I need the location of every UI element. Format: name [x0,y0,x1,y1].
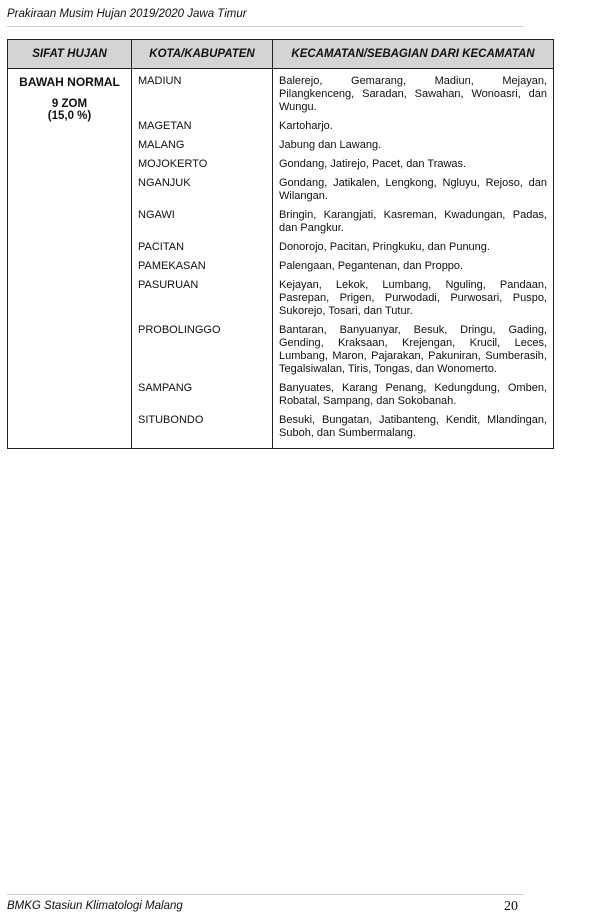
kota-cell: MALANG [132,133,273,152]
kecamatan-cell: Kejayan, Lekok, Lumbang, Nguling, Pandaan, Pasrepan, Prigen, Purwodadi, Purwosari, Puspo, Sukorejo, Tosari, dan Tutur. [273,273,554,318]
table-header-row [8,40,554,69]
kecamatan-cell: Bringin, Karangjati, Kasreman, Kwadungan, Padas, dan Pangkur. [273,203,554,235]
kecamatan-cell: Kartoharjo. [273,114,554,133]
page-footer: BMKG Stasiun Klimatologi Malang [7,900,183,912]
table-row [8,69,554,115]
zom-count: 9 ZOM [51,98,88,110]
kota-cell: PACITAN [132,235,273,254]
kecamatan-cell: Bantaran, Banyuanyar, Besuk, Dringu, Gading, Gending, Kraksaan, Krejengan, Krucil, Leces, Lumbang, Maron, Pajarakan, Pakuniran, Sumberasih, Tegalsiwalan, Tiris, Tongas, dan Wonomerto. [273,318,554,376]
column-header-kota-kabupaten: KOTA/KABUPATEN [132,40,273,69]
kota-cell: SAMPANG [132,376,273,408]
kecamatan-cell: Banyuates, Karang Penang, Kedungdung, Omben, Robatal, Sampang, dan Sokobanah. [273,376,554,408]
kecamatan-cell: Gondang, Jatikalen, Lengkong, Ngluyu, Rejoso, dan Wilangan. [273,171,554,203]
sifat-hujan-cell [8,69,132,449]
page-header: Prakiraan Musim Hujan 2019/2020 Jawa Timur [7,8,247,20]
column-header-kecamatan: KECAMATAN/SEBAGIAN DARI KECAMATAN [273,40,554,69]
kota-cell: PROBOLINGGO [132,318,273,376]
header-divider [7,26,524,27]
column-header-sifat-hujan: SIFAT HUJAN [8,40,132,69]
kota-cell: MOJOKERTO [132,152,273,171]
kota-cell: PAMEKASAN [132,254,273,273]
kota-cell: NGANJUK [132,171,273,203]
page-number: 20 [504,899,518,914]
kota-cell: MADIUN [132,69,273,115]
kecamatan-cell: Donorojo, Pacitan, Pringkuku, dan Punung. [273,235,554,254]
kecamatan-cell: Palengaan, Pegantenan, dan Proppo. [273,254,554,273]
kecamatan-cell: Gondang, Jatirejo, Pacet, dan Trawas. [273,152,554,171]
kota-cell: NGAWI [132,203,273,235]
footer-divider [7,894,524,895]
kota-cell: PASURUAN [132,273,273,318]
rainfall-zone-table [7,39,554,449]
kota-cell: MAGETAN [132,114,273,133]
zom-percent: (15,0 %) [47,110,92,122]
kecamatan-cell: Besuki, Bungatan, Jatibanteng, Kendit, Mlandingan, Suboh, dan Sumbermalang. [273,408,554,449]
kecamatan-cell: Jabung dan Lawang. [273,133,554,152]
kecamatan-cell: Balerejo, Gemarang, Madiun, Mejayan, Pilangkenceng, Saradan, Sawahan, Wonoasri, dan Wungu. [273,69,554,115]
kota-cell: SITUBONDO [132,408,273,449]
sifat-hujan-label: BAWAH NORMAL [19,75,120,89]
